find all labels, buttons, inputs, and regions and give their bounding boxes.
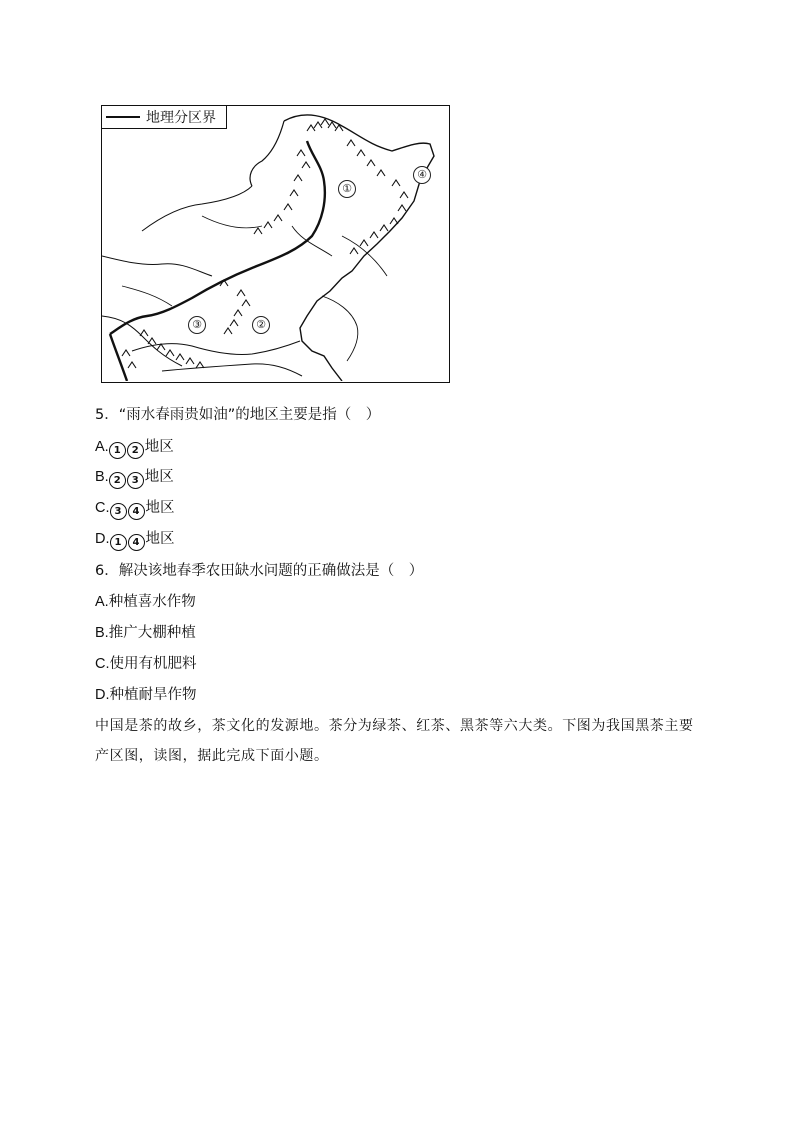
region-label-1: ① [338, 180, 356, 198]
q6-option-a[interactable] [95, 592, 196, 612]
q5-option-c[interactable] [95, 498, 175, 520]
q5-option-a[interactable] [95, 437, 174, 459]
region-map [101, 105, 450, 383]
option-text: 推广大棚种植 [108, 625, 196, 641]
reading-passage: 中国是茶的故乡，茶文化的发源地。茶分为绿茶、红茶、黑茶等六大类。下图为我国黑茶主要产区图，读图，据此完成下面小题。 [95, 718, 694, 764]
option-letter: D. [95, 531, 110, 547]
q6-option-b[interactable] [95, 623, 196, 643]
option-text: 地区 [144, 439, 174, 455]
region-label-3: ③ [188, 316, 206, 334]
option-text: 地区 [145, 500, 175, 516]
circled-number: 3 [127, 472, 144, 489]
circled-number: 1 [110, 534, 127, 551]
option-letter: C. [95, 500, 110, 516]
q5-option-b[interactable] [95, 467, 174, 489]
circled-number: 4 [128, 503, 145, 520]
option-text: 种植喜水作物 [108, 594, 196, 610]
option-letter: B. [95, 469, 109, 485]
map-drawing [102, 106, 448, 381]
q6-option-d[interactable] [95, 685, 197, 705]
option-letter: D. [95, 687, 110, 703]
q5-option-d[interactable] [95, 529, 175, 551]
circled-number: 3 [110, 503, 127, 520]
region-label-4: ④ [413, 166, 431, 184]
option-letter: A. [95, 594, 109, 610]
question-5-stem: 5．“雨水春雨贵如油”的地区主要是指（ ） [95, 407, 381, 423]
option-letter: C. [95, 656, 110, 672]
option-text: 种植耐旱作物 [109, 687, 197, 703]
circled-number: 2 [109, 472, 126, 489]
question-6-stem: 6．解决该地春季农田缺水问题的正确做法是（ ） [95, 563, 424, 579]
boundary-line-symbol [106, 116, 140, 118]
option-letter: B. [95, 625, 109, 641]
circled-number: 1 [109, 442, 126, 459]
q6-option-c[interactable] [95, 654, 197, 674]
circled-number: 4 [128, 534, 145, 551]
option-text: 地区 [144, 469, 174, 485]
circled-number: 2 [127, 442, 144, 459]
option-text: 地区 [145, 531, 175, 547]
region-label-2: ② [252, 316, 270, 334]
legend-label: 地理分区界 [146, 110, 216, 126]
option-letter: A. [95, 439, 109, 455]
map-legend [102, 106, 227, 129]
option-text: 使用有机肥料 [109, 656, 197, 672]
